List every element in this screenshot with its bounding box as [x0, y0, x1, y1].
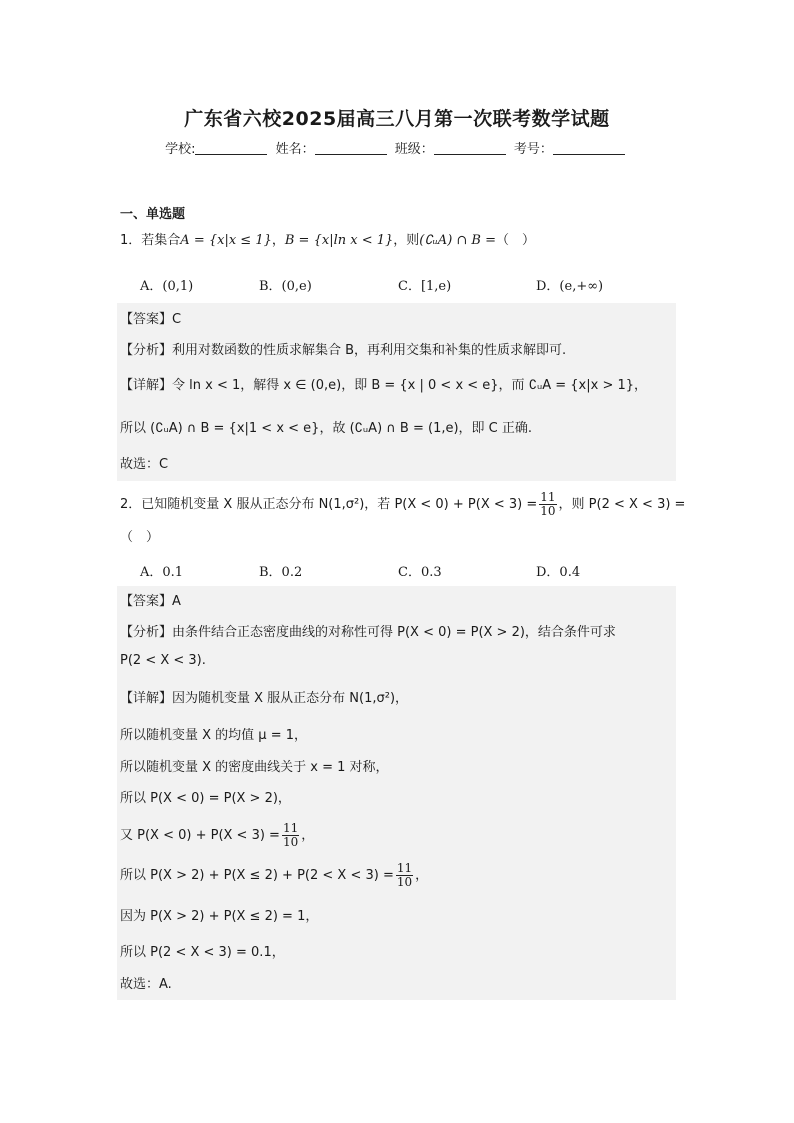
q1-stem-mid: ，则	[393, 233, 420, 248]
name-label: 姓名：	[275, 142, 315, 157]
exam-no-blank	[553, 142, 625, 155]
school-label: 学校:	[165, 142, 196, 157]
q2-stem-part-b: ，则 P(2 < X < 3) =	[558, 497, 686, 512]
q2-detail-5-denominator: 10	[282, 835, 299, 849]
q1-expression: (∁ᵤA) ∩ B =	[419, 233, 497, 248]
q2-answer-paren: （ ）	[120, 530, 160, 545]
q2-fraction	[539, 491, 556, 518]
q1-set-a: A = {x|x ≤ 1}	[180, 233, 272, 248]
q2-analysis-2: P(2 < X < 3).	[120, 653, 206, 668]
q2-detail-5	[120, 822, 314, 849]
q2-detail-3: 所以随机变量 X 的密度曲线关于 x = 1 对称，	[120, 760, 389, 775]
q1-detail-1: 【详解】令 ln x < 1，解得 x ∈ (0,e)，即 B = {x | 0 < x < e}，而 ∁ᵤA = {x|x > 1}，	[120, 378, 648, 393]
q2-detail-5-fraction	[282, 822, 299, 849]
q2-fraction-numerator: 11	[540, 490, 556, 504]
q1-option-d: D．(e,+∞)	[536, 279, 604, 294]
name-blank	[315, 142, 387, 155]
q2-detail-6	[120, 862, 428, 889]
q2-detail-4: 所以 P(X < 0) = P(X > 2)，	[120, 791, 291, 806]
q2-conclusion: 故选：A.	[120, 977, 172, 992]
q2-detail-7: 因为 P(X > 2) + P(X ≤ 2) = 1，	[120, 909, 319, 924]
q2-option-a: A．0.1	[140, 565, 184, 580]
class-label: 班级：	[394, 142, 434, 157]
q1-detail-2: 所以 (∁ᵤA) ∩ B = {x|1 < x < e}，故 (∁ᵤA) ∩ B = (1,e)，即 C 正确.	[120, 421, 533, 436]
class-blank	[434, 142, 506, 155]
q1-conclusion: 故选：C	[120, 457, 169, 472]
q2-detail-6-text: 所以 P(X > 2) + P(X ≤ 2) + P(2 < X < 3) =	[120, 868, 394, 883]
question-2-number: 2．	[120, 497, 142, 512]
section-heading: 一、单选题	[120, 207, 186, 222]
student-info-line	[0, 138, 794, 157]
q1-answer: 【答案】C	[120, 312, 182, 327]
q2-detail-5-numerator: 11	[282, 821, 299, 835]
school-blank	[195, 142, 267, 155]
q2-detail-5-text: 又 P(X < 0) + P(X < 3) =	[120, 828, 280, 843]
q2-detail-1: 【详解】因为随机变量 X 服从正态分布 N(1,σ²)，	[120, 691, 409, 706]
q2-option-c: C．0.3	[398, 565, 442, 580]
q2-detail-6-numerator: 11	[396, 861, 413, 875]
question-1-stem	[120, 231, 535, 251]
q1-analysis: 【分析】利用对数函数的性质求解集合 B，再利用交集和补集的性质求解即可.	[120, 343, 567, 358]
q2-detail-2: 所以随机变量 X 的均值 μ = 1，	[120, 728, 308, 743]
q2-option-b: B．0.2	[259, 565, 303, 580]
q2-detail-5-comma: ，	[301, 828, 315, 843]
q1-option-b: B．(0,e)	[259, 279, 312, 294]
q1-option-a: A．(0,1)	[140, 279, 194, 294]
q2-option-d: D．0.4	[536, 565, 581, 580]
exam-title: 广东省六校2025届高三八月第一次联考数学试题	[184, 108, 610, 130]
question-1-number: 1．	[120, 233, 142, 248]
question-2-stem	[120, 491, 685, 518]
exam-no-label: 考号：	[513, 142, 553, 157]
q2-analysis-1: 【分析】由条件结合正态密度曲线的对称性可得 P(X < 0) = P(X > 2)，结合条件可求	[120, 625, 616, 640]
q1-answer-paren: （ ）	[496, 233, 536, 248]
q2-detail-8: 所以 P(2 < X < 3) = 0.1，	[120, 945, 285, 960]
q1-comma: ，	[271, 233, 285, 248]
q2-answer: 【答案】A	[120, 594, 181, 609]
q2-detail-6-fraction	[396, 862, 413, 889]
q1-option-c: C．[1,e)	[398, 279, 452, 294]
q1-set-b: B = {x|ln x < 1}	[284, 233, 394, 248]
q2-fraction-denominator: 10	[540, 504, 556, 518]
q2-detail-6-comma: ，	[415, 868, 429, 883]
q2-stem-part-a: 已知随机变量 X 服从正态分布 N(1,σ²)，若 P(X < 0) + P(X < 3) =	[141, 497, 538, 512]
q2-detail-6-denominator: 10	[396, 875, 413, 889]
q1-stem-prefix: 若集合	[141, 233, 181, 248]
